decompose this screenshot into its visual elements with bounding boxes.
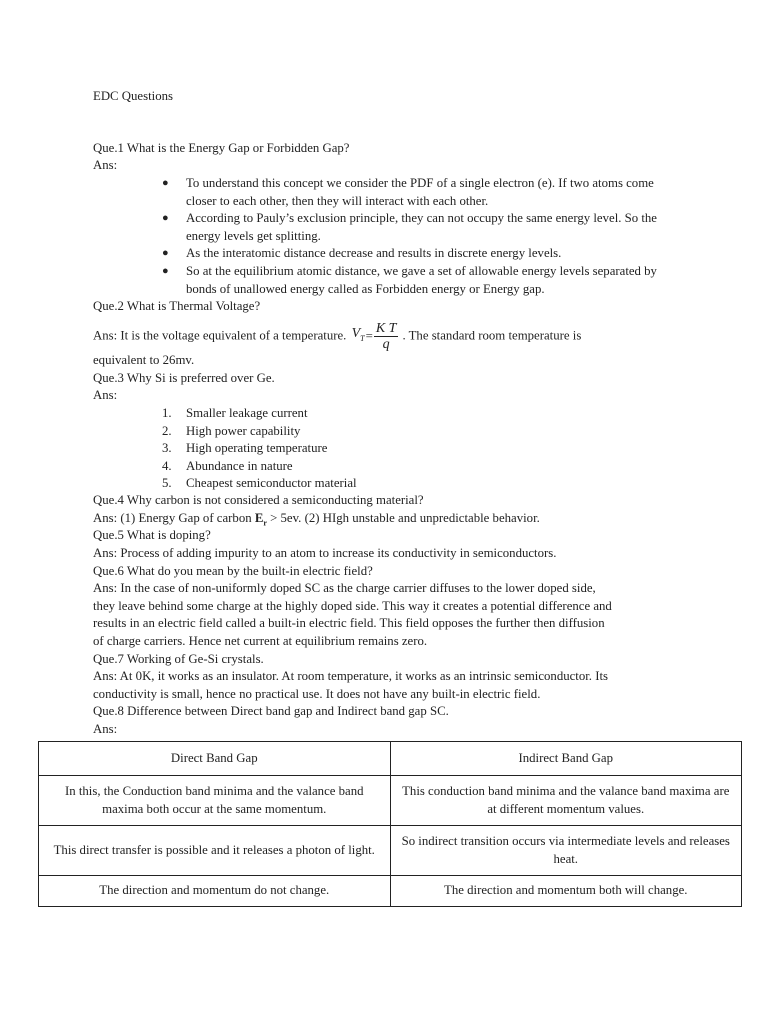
formula-equals: = [365,329,373,344]
table-cell: So indirect transition occurs via intermediate levels and releases heat. [390,826,742,876]
list-number: 1. [162,406,172,420]
table-header-cell: Direct Band Gap [39,742,391,776]
table-row [39,826,742,876]
answer-2-line-1 [93,318,581,355]
table-row [39,876,742,907]
question-1: Que.1 What is the Energy Gap or Forbidden Gap? [93,141,350,155]
list-item: Cheapest semiconductor material [186,476,357,490]
question-4: Que.4 Why carbon is not considered a semiconducting material? [93,493,424,507]
formula-denominator: q [382,336,390,352]
formula-numerator: K T [375,320,397,336]
document-title: EDC Questions [93,89,173,103]
answer-7-line: conductivity is small, hence no practical use. It does not have any built-in electric field. [93,687,541,701]
bullet-icon: ● [162,177,169,189]
q1-bullet-1: To understand this concept we consider the PDF of a single electron (e). If two atoms come closer to each other, then they will interact with each other. [186,176,654,208]
table-cell: This conduction band minima and the valance band maxima are at different momentum values. [390,776,742,826]
formula-lhs: $V_T$ [351,326,365,343]
q1-bullet-3: As the interatomic distance decrease and results in discrete energy levels. [186,246,562,260]
table-cell: In this, the Conduction band minima and the valance band maxima both occur at the same momentum. [39,776,391,826]
table-header-cell: Indirect Band Gap [390,742,742,776]
question-7: Que.7 Working of Ge-Si crystals. [93,652,264,666]
question-2: Que.2 What is Thermal Voltage? [93,299,261,313]
answer-label-8: Ans: [93,722,118,736]
list-number: 2. [162,423,172,438]
question-8: Que.8 Difference between Direct band gap and Indirect band gap SC. [93,704,449,718]
q1-bullet-2: According to Pauly’s exclusion principle, they can not occupy the same energy level. So the energy levels get splitting. [186,211,657,243]
answer-label-1: Ans: [93,158,118,172]
answer-6-line: results in an electric field called a built-in electric field. This field opposes the further then diffusion [93,616,605,630]
answer-2-suffix: . The standard room temperature is [402,328,582,343]
q1-bullet-4: So at the equilibrium atomic distance, we gave a set of allowable energy levels separated by bonds of unallowed energy called as Forbidden energy or Energy gap. [186,264,657,296]
bullet-icon: ● [162,212,169,224]
question-6: Que.6 What do you mean by the built-in electric field? [93,564,373,578]
answer-4: Ans: (1) Energy Gap of carbon $E_r > 5ev$. (2) HIgh unstable and unpredictable behavior. [93,511,540,528]
list-number: 4. [162,458,172,473]
bullet-icon: ● [162,247,169,259]
question-5: Que.5 What is doping? [93,528,211,542]
formula-fraction [374,321,399,352]
answer-label-3: Ans: [93,388,118,402]
question-3: Que.3 Why Si is preferred over Ge. [93,371,275,385]
answer-2-prefix: Ans: It is the voltage equivalent of a temperature. [93,328,347,343]
answer-6-line: they leave behind some charge at the highly doped side. This way it creates a potential difference and [93,599,612,613]
list-number: 5. [162,476,172,490]
answer-2-line-2: equivalent to 26mv. [93,353,195,367]
answer-5: Ans: Process of adding impurity to an atom to increase its conductivity in semiconductors. [93,546,557,560]
bullet-icon: ● [162,265,169,277]
list-item: High power capability [186,423,301,438]
thermal-voltage-formula [352,318,399,355]
list-item: High operating temperature [186,441,328,455]
energy-gap-symbol: $E_r$ [254,511,267,528]
list-item: Abundance in nature [186,458,293,473]
table-cell: The direction and momentum do not change. [39,876,391,907]
table-cell: The direction and momentum both will change. [390,876,742,907]
answer-6-line: Ans: In the case of non-uniformly doped SC as the charge carrier diffuses to the lower doped side, [93,581,596,595]
answer-7-line: Ans: At 0K, it works as an insulator. At room temperature, it works as an intrinsic semiconductor. Its [93,669,608,683]
table-row [39,776,742,826]
list-number: 3. [162,441,172,455]
table-cell: This direct transfer is possible and it releases a photon of light. [39,826,391,876]
answer-6-line: of charge carriers. Hence net current at equilibrium remains zero. [93,634,428,648]
table-header-row [39,742,742,776]
band-gap-comparison-table [38,741,742,907]
list-item: Smaller leakage current [186,406,308,420]
